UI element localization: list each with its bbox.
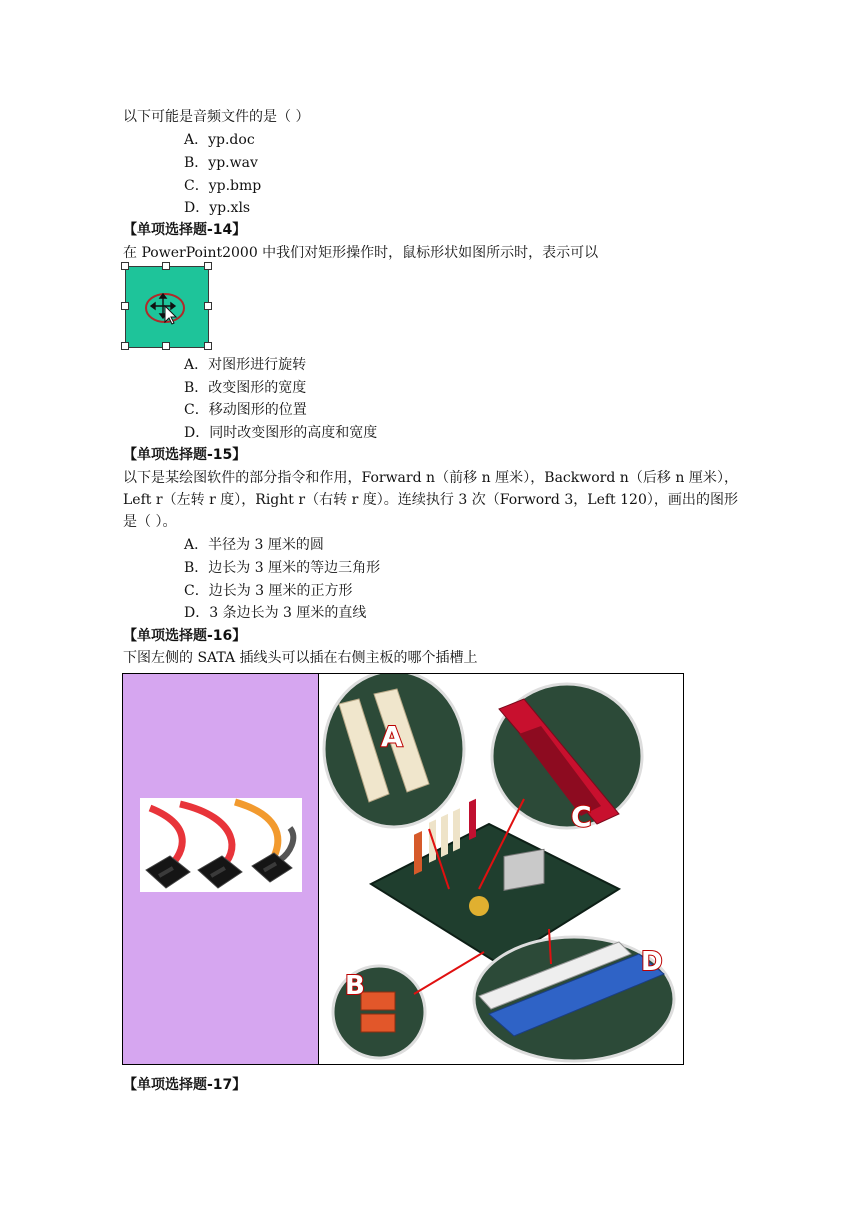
question-13-option-c: C．yp.bmp	[184, 178, 262, 194]
slot-label-d: D	[641, 947, 663, 977]
question-14-option-a: A．对图形进行旋转	[184, 357, 307, 373]
question-14-heading: 【单项选择题-14】	[123, 222, 247, 238]
question-15-option-a: A．半径为 3 厘米的圆	[184, 537, 324, 553]
question-13-option-b: B．yp.wav	[184, 155, 258, 171]
slot-label-a: A	[381, 720, 403, 753]
question-16-heading: 【单项选择题-16】	[123, 628, 247, 644]
slot-label-b: B	[345, 971, 365, 1001]
resize-handle	[204, 342, 212, 350]
question-14-option-d: D．同时改变图形的高度和宽度	[184, 425, 378, 441]
motherboard-image	[319, 674, 683, 1064]
question-15-stem: 以下是某绘图软件的部分指令和作用，Forward n（前移 n 厘米），Backword n（后移 n 厘米），Left r（左转 r 度），Right r（右转 r 度）。连续执行 3 次（Forword 3，Left 120），画出的图形是（ ）。	[123, 470, 738, 530]
question-17-heading: 【单项选择题-17】	[123, 1077, 247, 1093]
question-14-option-c: C．移动图形的位置	[184, 402, 307, 418]
resize-handle	[162, 342, 170, 350]
question-14-option-b: B．改变图形的宽度	[184, 380, 307, 396]
question-14-stem: 在 PowerPoint2000 中我们对矩形操作时，鼠标形状如图所示时，表示可以	[123, 245, 599, 261]
resize-handle	[204, 302, 212, 310]
move-cursor-icon	[141, 288, 191, 328]
resize-handle	[121, 262, 129, 270]
question-13-option-a: A．yp.doc	[184, 132, 255, 148]
question-16-stem: 下图左侧的 SATA 插线头可以插在右侧主板的哪个插槽上	[123, 650, 478, 666]
sata-cable-cell	[123, 674, 319, 1064]
resize-handle	[162, 262, 170, 270]
sata-cable-image	[140, 798, 302, 892]
resize-handle	[204, 262, 212, 270]
question-15-option-c: C．边长为 3 厘米的正方形	[184, 583, 353, 599]
question-15-option-b: B．边长为 3 厘米的等边三角形	[184, 560, 381, 576]
rectangle-move-cursor-figure	[121, 262, 215, 352]
question-15-option-d: D．3 条边长为 3 厘米的直线	[184, 605, 367, 621]
slot-label-c: C	[571, 800, 592, 833]
resize-handle	[121, 342, 129, 350]
resize-handle	[121, 302, 129, 310]
question-15-heading: 【单项选择题-15】	[123, 447, 247, 463]
sata-motherboard-figure	[122, 673, 684, 1065]
question-13-option-d: D．yp.xls	[184, 200, 251, 216]
question-13-stem: 以下可能是音频文件的是（ ）	[123, 109, 310, 125]
